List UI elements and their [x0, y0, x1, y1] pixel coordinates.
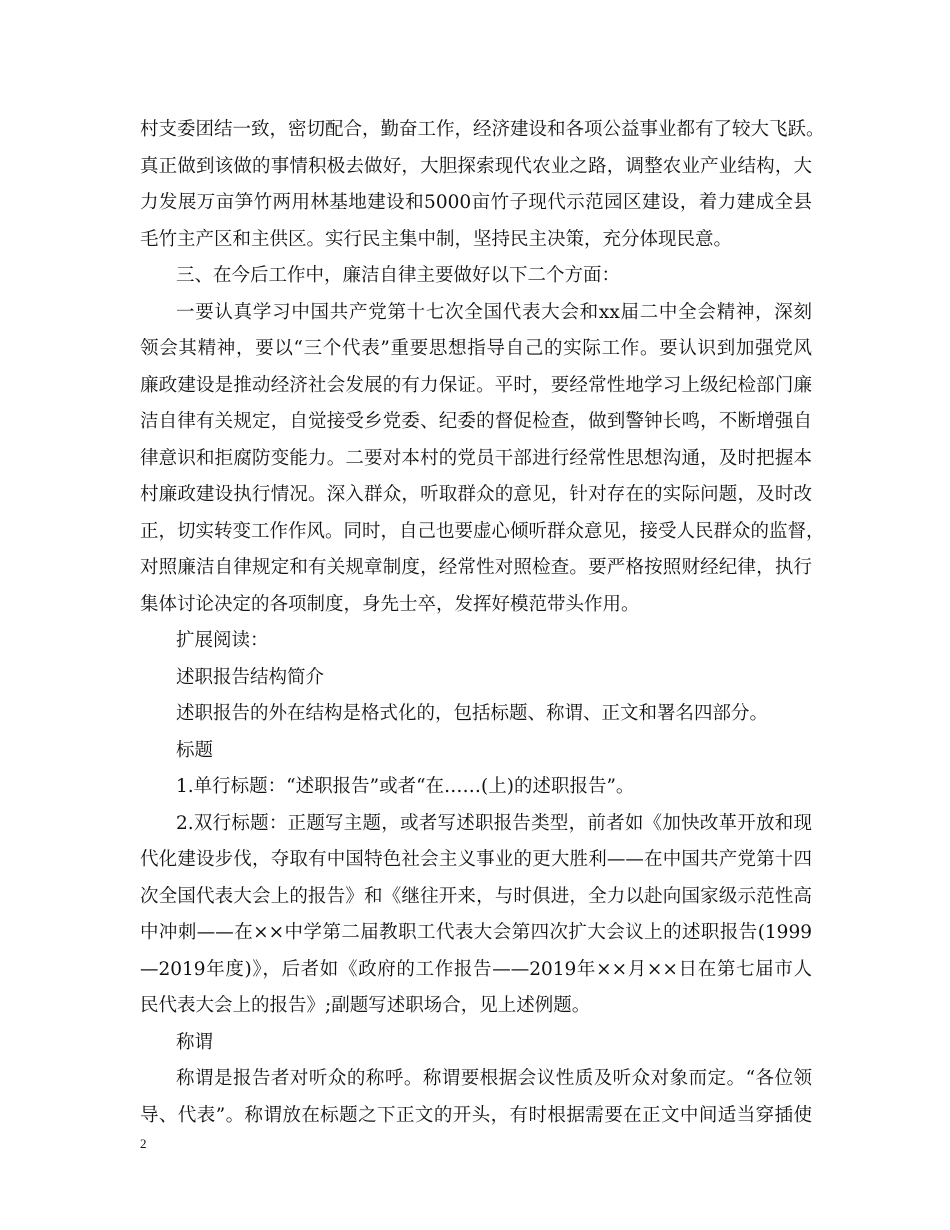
text-line: 2.双行标题：正题写主题，或者写述职报告类型，前者如《加快改革开放和现	[176, 812, 812, 834]
text-line: 导、代表”。称谓放在标题之下正文的开头，有时根据需要在正文中间适当穿插使	[140, 1104, 812, 1126]
text-line: 称谓是报告者对听众的称呼。称谓要根据会议性质及听众对象而定。“各位领	[176, 1068, 812, 1089]
text-line: 1.单行标题：“述职报告”或者“在……(上)的述职报告”。	[176, 776, 635, 797]
section-heading: 称谓	[176, 1031, 214, 1053]
text-line: 真正做到该做的事情积极去做好，大胆探索现代农业之路，调整农业产业结构，大	[140, 155, 812, 177]
text-line: 廉政建设是推动经济社会发展的有力保证。平时，要经常性地学习上级纪检部门廉	[140, 374, 812, 396]
section-heading: 述职报告结构简介	[176, 666, 325, 688]
text-line: 力发展万亩笋竹两用林基地建设和5000亩竹子现代示范园区建设，着力建成全县	[140, 192, 812, 213]
text-line: 中冲刺——在××中学第二届教职工代表大会第四次扩大会议上的述职报告(1999	[140, 922, 812, 943]
text-line: 对照廉洁自律规定和有关规章制度，经常性对照检查。要严格按照财经纪律，执行	[140, 557, 812, 578]
text-line: 述职报告的外在结构是格式化的，包括标题、称谓、正文和署名四部分。	[176, 703, 769, 724]
section-heading: 三、在今后工作中，廉洁自律主要做好以下二个方面：	[176, 265, 621, 286]
text-line: 洁自律有关规定，自觉接受乡党委、纪委的督促检查，做到警钟长鸣，不断增强自	[140, 411, 812, 432]
section-heading: 扩展阅读：	[176, 630, 269, 651]
page-number: 2	[140, 1136, 147, 1151]
text-line: 一要认真学习中国共产党第十七次全国代表大会和xx届二中全会精神，深刻	[176, 301, 812, 323]
text-line: 次全国代表大会上的报告》和《继往开来，与时俱进，全力以赴向国家级示范性高	[140, 885, 812, 907]
text-line: 村廉政建设执行情况。深入群众，听取群众的意见，针对存在的实际问题，及时改	[140, 484, 812, 505]
document-body	[140, 112, 825, 1134]
text-line: 代化建设步伐，夺取有中国特色社会主义事业的更大胜利——在中国共产党第十四	[140, 849, 812, 870]
text-line: 村支委团结一致，密切配合，勤奋工作，经济建设和各项公益事业都有了较大飞跃。	[140, 119, 825, 140]
text-line: 律意识和拒腐防变能力。二要对本村的党员干部进行经常性思想沟通，及时把握本	[140, 447, 812, 469]
text-line: 民代表大会上的报告》;副题写述职场合，见上述例题。	[140, 995, 591, 1016]
text-line: 领会其精神，要以“三个代表”重要思想指导自己的实际工作。要认识到加强党风	[140, 338, 812, 359]
text-line: 正，切实转变工作作风。同时，自己也要虚心倾听群众意见，接受人民群众的监督，	[140, 520, 825, 542]
text-line: 集体讨论决定的各项制度，身先士卒，发挥好模范带头作用。	[140, 593, 640, 615]
text-line: 毛竹主产区和主供区。实行民主集中制，坚持民主决策，充分体现民意。	[140, 228, 733, 250]
section-heading: 标题	[176, 739, 214, 761]
text-line: —2019年度)》，后者如《政府的工作报告——2019年××月××日在第七届市人	[140, 958, 812, 980]
